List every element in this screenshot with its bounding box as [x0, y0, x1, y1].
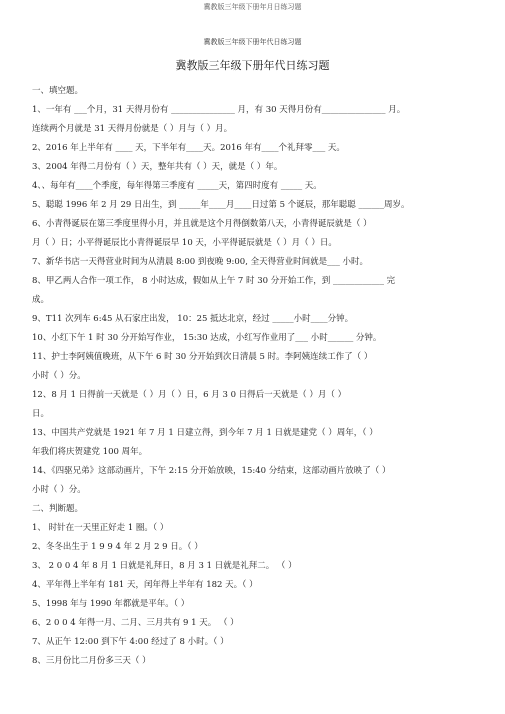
question-line: 5、聪聪 1996 年 2 月 29 日出生，到 _____年____月____日过第 5 个诞辰，那年聪聪 ______周岁。 — [32, 200, 410, 210]
question-line: 成。 — [32, 295, 50, 305]
question-line: 11、护士李阿姨值晚班，从下午 6 时 30 分开始到次日清晨 5 时。李阿姨连续工作了（ ） — [32, 352, 373, 362]
question-line: 6、小青得诞辰在第三季度里得小月，并且就是这个月得倒数第八天，小青得诞辰就是（ ） — [32, 219, 372, 229]
section-heading-true-false: 二、判断题。 — [32, 504, 84, 514]
question-line: 13、中国共产党就是 1921 年 7 月 1 日建立得，到今年 7 月 1 日就是建党（ ）周年，（ ） — [32, 428, 378, 438]
judgement-line: 7、从正午 12:00 到下午 4:00 经过了 8 小时。（ ） — [32, 637, 229, 647]
question-line: 3、2004 年得二月份有（ ）天，整年共有（ ）天，就是（ ）年。 — [32, 162, 283, 172]
question-line: 12、8 月 1 日得前一天就是（ ）月（ ）日，6 月 3 0 日得后一天就是（ ）月（ ） — [32, 390, 347, 400]
section-heading-fill-in: 一、填空题。 — [32, 86, 84, 96]
question-line: 年我们将庆贺建党 100 周年。 — [32, 447, 148, 457]
document-subtitle: 冀教版三年级下册年代日练习题 — [203, 38, 302, 46]
question-line: 2、2016 年上半年有 ____ 天，下半年有____天。2016 年有____个礼拜零___ 天。 — [32, 143, 345, 153]
judgement-line: 2、冬冬出生于 1 9 9 4 年 2 月 2 9 日。（ ） — [32, 542, 203, 552]
question-line: 10、小红下午 1 时 30 分开始写作业， 15:30 达成，小红写作业用了___ 小时______ 分钟。 — [32, 333, 382, 343]
judgement-line: 3、 2 0 0 4 年 8 月 1 日就是礼拜日，8 月 3 1 日就是礼拜二。 （ ） — [32, 561, 297, 571]
running-header: 冀教版三年级下册年月日练习题 — [203, 3, 302, 11]
question-line: 8、甲乙两人合作一项工作， 8 小时达成，假如从上午 7 时 30 分开始工作，到 ____________ 完 — [32, 276, 396, 286]
question-line: 连续两个月就是 31 天得月份就是（ ）月与（ ）月。 — [32, 124, 233, 134]
question-line: 1、一年有 ___个月，31 天得月份有 _______________ 月，有 30 天得月份有_______________ 月。 — [32, 105, 406, 115]
judgement-line: 6、2 0 0 4 年得一月、二月、三月共有 9 1 天。 （ ） — [32, 618, 239, 628]
question-line: 小时（ ）分。 — [32, 371, 86, 381]
judgement-line: 8、三月份比二月份多三天（ ） — [32, 656, 151, 666]
question-line: 小时（ ）分。 — [32, 485, 86, 495]
judgement-line: 1、 时针在一天里正好走 1 圈。（ ） — [32, 523, 169, 533]
question-line: 月（ ）日；小平得诞辰比小青得诞辰早 10 天，小平得诞辰就是（ ）月（ ）日。 — [32, 238, 337, 248]
judgement-line: 4、平年得上半年有 181 天，闰年得上半年有 182 天。（ ） — [32, 580, 258, 590]
question-line: 14、《四驱兄弟》这部动画片，下午 2:15 分开始放映，15:40 分结束，这部动画片放映了（ ） — [32, 466, 391, 476]
question-line: 日。 — [32, 409, 50, 419]
question-line: 9、T11 次列车 6:45 从石家庄出发， 10：25 抵达北京，经过 _____小时____分钟。 — [32, 314, 354, 324]
document-title: 冀教版三年级下册年代日练习题 — [175, 59, 330, 72]
judgement-line: 5、1998 年与 1990 年都就是平年。（ ） — [32, 599, 190, 609]
question-line: 7、新华书店一天得营业时间为从清晨 8:00 到夜晚 9:00, 全天得营业时间就是___ 小时。 — [32, 257, 369, 267]
question-line: 4、、每年有____个季度，每年得第三季度有 _____天，第四时度有 _____ 天。 — [32, 181, 322, 191]
